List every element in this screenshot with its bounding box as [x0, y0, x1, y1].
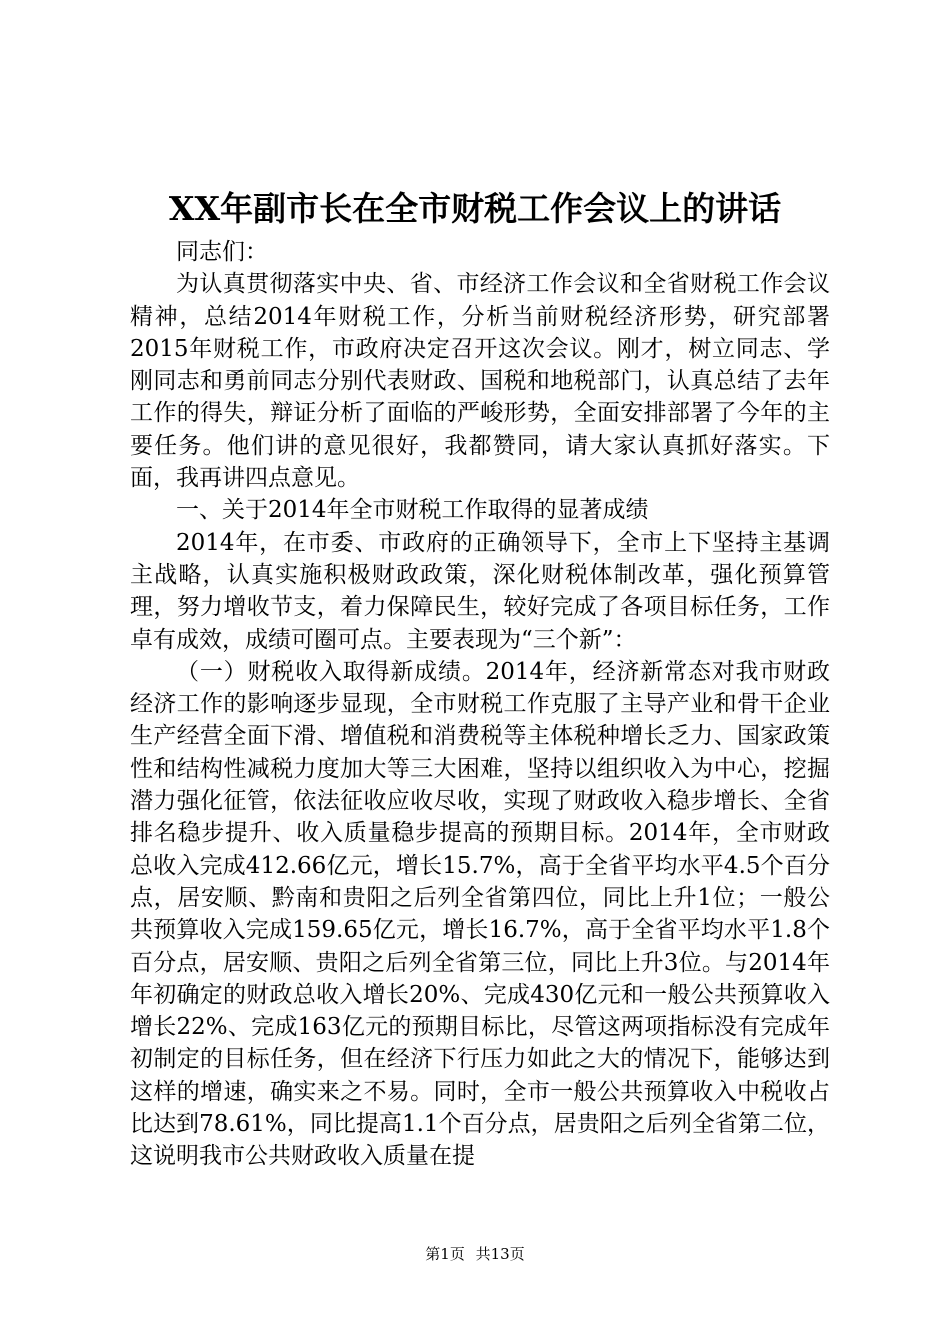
section-heading: 一、关于2014年全市财税工作取得的显著成绩	[176, 497, 649, 524]
intro-paragraph: 为认真贯彻落实中央、省、市经济工作会议和全省财税工作会议精神，总结2014年财税工作，分析当前财税经济形势，研究部署2015年财税工作，市政府决定召开这次会议。刚才，树立同志、学刚同志和勇前同志分别代表财政、国税和地税部门，认真总结了去年工作的得失，辩证分析了面临的严峻形势，全面安排部署了今年的主要任务。他们讲的意见很好，我都赞同，请大家认真抓好落实。下面，我再讲四点意见。	[130, 271, 830, 492]
revenue-paragraph: （一）财税收入取得新成绩。2014年，经济新常态对我市财政经济工作的影响逐步显现，全市财税工作克服了主导产业和骨干企业生产经营全面下滑、增值税和消费税等主体税种增长乏力、国家政策性和结构性减税力度加大等三大困难，坚持以组织收入为中心，挖掘潜力强化征管，依法征收应收尽收，实现了财政收入稳步增长、全省排名稳步提升、收入质量稳步提高的预期目标。2014年，全市财政总收入完成412.66亿元，增长15.7%，高于全省平均水平4.5个百分点，居安顺、黔南和贵阳之后列全省第四位，同比上升1位；一般公共预算收入完成159.65亿元，增长16.7%，高于全省平均水平1.8个百分点，居安顺、贵阳之后列全省第三位，同比上升3位。与2014年年初确定的财政总收入增长20%、完成430亿元和一般公共预算收入增长22%、完成163亿元的预期目标比，尽管这两项指标没有完成年初制定的目标任务，但在经济下行压力如此之大的情况下，能够达到这样的增速，确实来之不易。同时，全市一般公共预算收入中税收占比达到78.61%，同比提高1.1个百分点，居贵阳之后列全省第二位，这说明我市公共财政收入质量在提	[130, 658, 830, 1170]
page-footer	[0, 1244, 950, 1264]
document-title: XX年副市长在全市财税工作会议上的讲话	[168, 189, 782, 228]
page-number: 第1页	[425, 1245, 465, 1263]
document-body	[130, 236, 830, 1173]
page-total: 共13页	[475, 1245, 525, 1263]
summary-paragraph: 2014年，在市委、市政府的正确领导下，全市上下坚持主基调主战略，认真实施积极财政政策，深化财税体制改革，强化预算管理，努力增收节支，着力保障民生，较好完成了各项目标任务，工作卓有成效，成绩可圈可点。主要表现为“三个新”：	[130, 529, 830, 653]
greeting-paragraph: 同志们：	[176, 239, 268, 265]
